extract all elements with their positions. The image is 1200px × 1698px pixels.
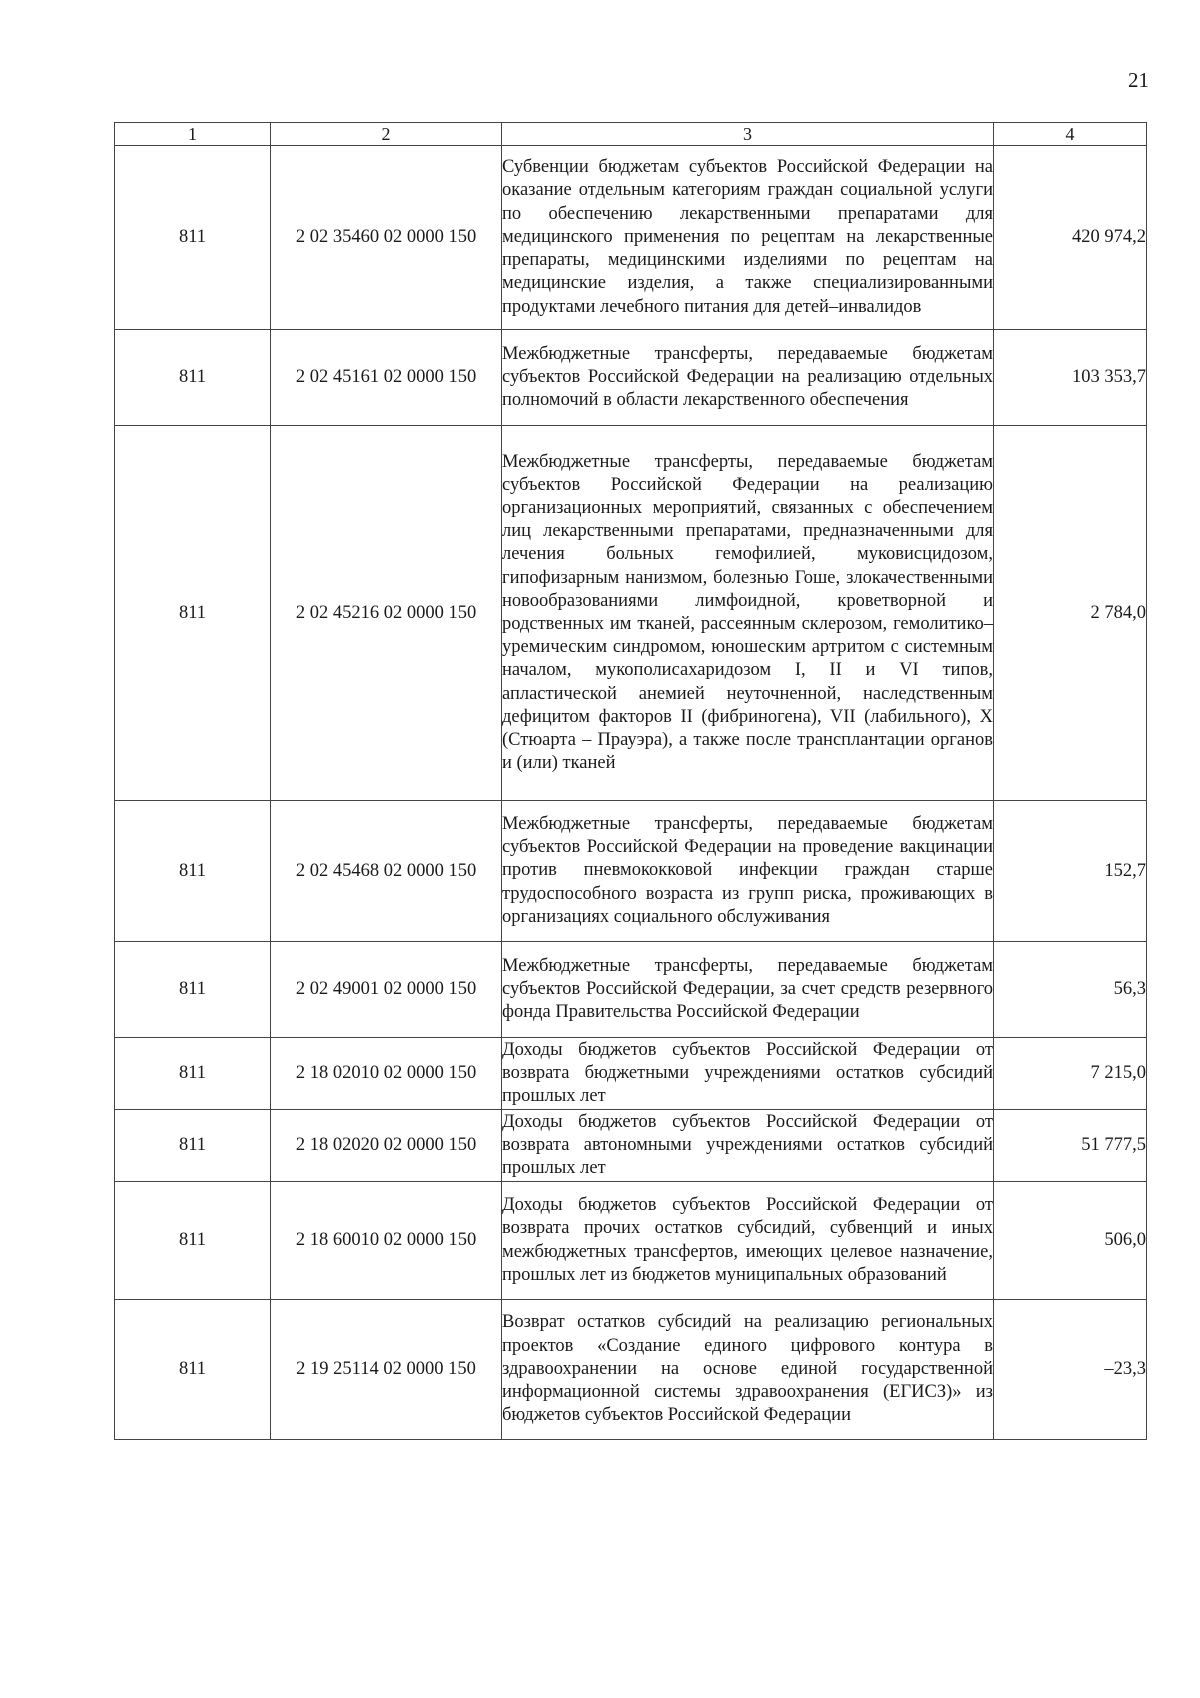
table-row	[115, 1182, 1147, 1300]
kbk-code-cell: 2 02 35460 02 0000 150	[271, 146, 502, 330]
kbk-code-cell: 2 18 02010 02 0000 150	[271, 1038, 502, 1110]
admin-code-cell: 811	[115, 1110, 271, 1182]
admin-code-cell: 811	[115, 942, 271, 1038]
kbk-code-cell: 2 18 60010 02 0000 150	[271, 1182, 502, 1300]
income-name-cell: Межбюджетные трансферты, передаваемые бюджетам субъектов Российской Федерации на реализацию отдельных полномочий в области лекарственного обеспечения	[502, 330, 994, 426]
amount-cell: 506,0	[994, 1182, 1147, 1300]
amount-cell: 56,3	[994, 942, 1147, 1038]
column-header-1: 1	[115, 123, 271, 146]
table-row	[115, 146, 1147, 330]
admin-code-cell: 811	[115, 801, 271, 942]
kbk-code-cell: 2 02 45468 02 0000 150	[271, 801, 502, 942]
amount-cell: 51 777,5	[994, 1110, 1147, 1182]
table-row	[115, 942, 1147, 1038]
amount-cell: 152,7	[994, 801, 1147, 942]
admin-code-cell: 811	[115, 1182, 271, 1300]
income-name-cell: Межбюджетные трансферты, передаваемые бюджетам субъектов Российской Федерации на реализацию организационных мероприятий, связанных с обеспечением лиц лекарственными препаратами, предназначенными для лечения больных гемофилией, муковисцидозом, гипофизарным нанизмом, болезнью Гоше, злокачественными новообразованиями лимфоидной, кроветворной и родственных им тканей, рассеянным склерозом, гемолитико–уремическим синдромом, юношеским артритом с системным началом, мукополисахаридозом I, II и VI типов, апластической анемией неуточненной, наследственным дефицитом факторов II (фибриногена), VII (лабильного), X (Стюарта – Прауэра), а также после трансплантации органов и (или) тканей	[502, 426, 994, 801]
kbk-code-cell: 2 19 25114 02 0000 150	[271, 1300, 502, 1440]
table-row	[115, 1038, 1147, 1110]
table-row	[115, 1110, 1147, 1182]
amount-cell: 7 215,0	[994, 1038, 1147, 1110]
table-row	[115, 426, 1147, 801]
table-row	[115, 330, 1147, 426]
income-name-cell: Межбюджетные трансферты, передаваемые бюджетам субъектов Российской Федерации на проведение вакцинации против пневмококковой инфекции граждан старше трудоспособного возраста из групп риска, проживающих в организациях социального обслуживания	[502, 801, 994, 942]
admin-code-cell: 811	[115, 1038, 271, 1110]
kbk-code-cell: 2 02 45216 02 0000 150	[271, 426, 502, 801]
admin-code-cell: 811	[115, 330, 271, 426]
admin-code-cell: 811	[115, 1300, 271, 1440]
revenue-table	[114, 122, 1147, 1440]
admin-code-cell: 811	[115, 426, 271, 801]
amount-cell: 103 353,7	[994, 330, 1147, 426]
table-row	[115, 1300, 1147, 1440]
amount-cell: 420 974,2	[994, 146, 1147, 330]
income-name-cell: Доходы бюджетов субъектов Российской Федерации от возврата автономными учреждениями остатков субсидий прошлых лет	[502, 1110, 994, 1182]
income-name-cell: Субвенции бюджетам субъектов Российской Федерации на оказание отдельным категориям граждан социальной услуги по обеспечению лекарственными препаратами для медицинского применения по рецептам на лекарственные препараты, медицинскими изделиями по рецептам на медицинские изделия, а также специализированными продуктами лечебного питания для детей–инвалидов	[502, 146, 994, 330]
column-header-4: 4	[994, 123, 1147, 146]
income-name-cell: Возврат остатков субсидий на реализацию региональных проектов «Создание единого цифрового контура в здравоохранении на основе единой государственной информационной системы здравоохранения (ЕГИСЗ)» из бюджетов субъектов Российской Федерации	[502, 1300, 994, 1440]
kbk-code-cell: 2 02 49001 02 0000 150	[271, 942, 502, 1038]
income-name-cell: Межбюджетные трансферты, передаваемые бюджетам субъектов Российской Федерации, за счет средств резервного фонда Правительства Российской Федерации	[502, 942, 994, 1038]
income-name-cell: Доходы бюджетов субъектов Российской Федерации от возврата прочих остатков субсидий, субвенций и иных межбюджетных трансфертов, имеющих целевое назначение, прошлых лет из бюджетов муниципальных образований	[502, 1182, 994, 1300]
amount-cell: 2 784,0	[994, 426, 1147, 801]
column-header-3: 3	[502, 123, 994, 146]
kbk-code-cell: 2 18 02020 02 0000 150	[271, 1110, 502, 1182]
admin-code-cell: 811	[115, 146, 271, 330]
page-number: 21	[1128, 68, 1149, 92]
amount-cell: –23,3	[994, 1300, 1147, 1440]
column-header-2: 2	[271, 123, 502, 146]
income-name-cell: Доходы бюджетов субъектов Российской Федерации от возврата бюджетными учреждениями остатков субсидий прошлых лет	[502, 1038, 994, 1110]
kbk-code-cell: 2 02 45161 02 0000 150	[271, 330, 502, 426]
table-row	[115, 801, 1147, 942]
header-row	[115, 123, 1147, 146]
